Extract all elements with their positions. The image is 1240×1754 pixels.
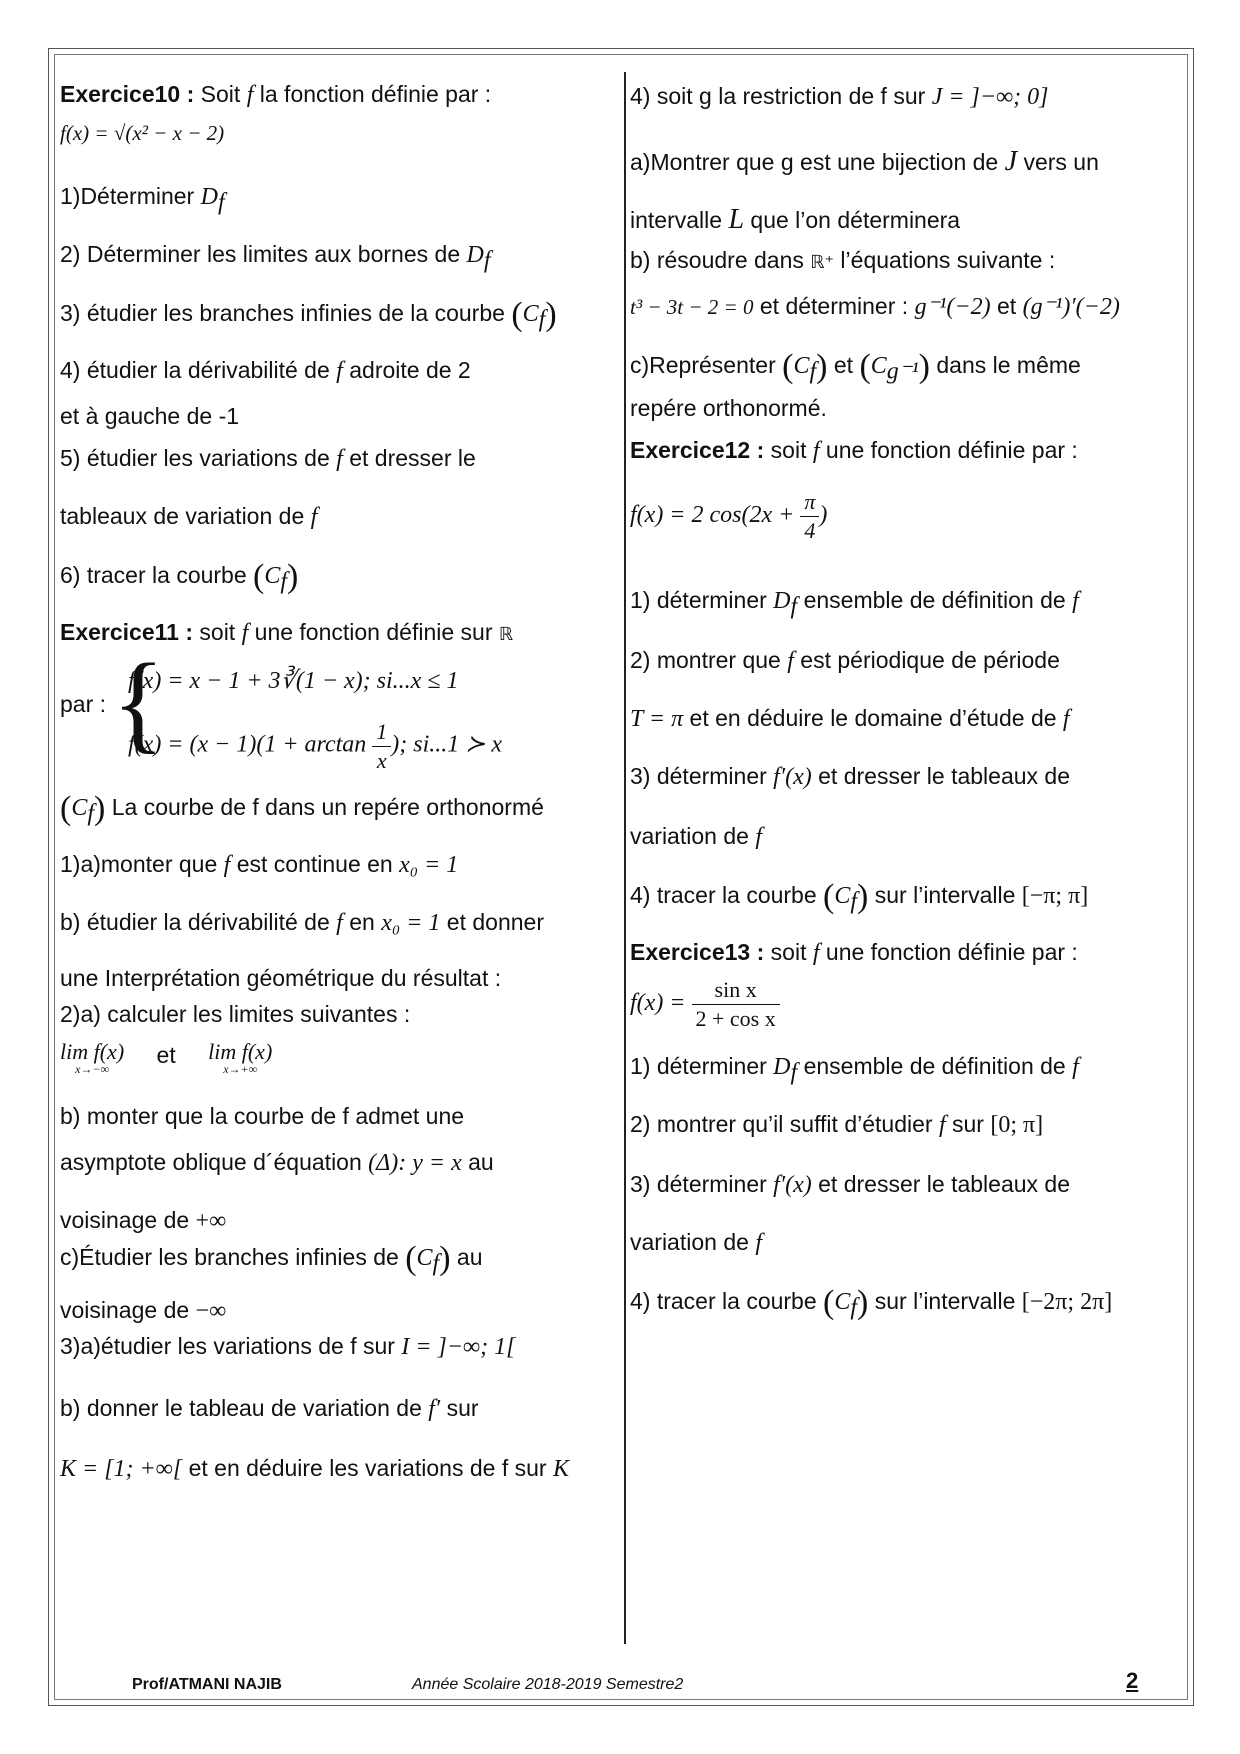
piece-1: f(x) = x − 1 + 3∛(1 − x); si...x ≤ 1 bbox=[128, 668, 459, 694]
subscript: f bbox=[432, 1250, 440, 1277]
paren: ) bbox=[918, 348, 930, 385]
symbol-Cf: C bbox=[793, 353, 810, 379]
ex13-q3-cont bbox=[630, 1228, 762, 1258]
paren: ) bbox=[287, 558, 299, 595]
symbol-Cf: C bbox=[522, 301, 539, 327]
ex12-q2-cont bbox=[630, 704, 1070, 734]
symbol-f: f bbox=[1072, 1054, 1079, 1080]
paren: ( bbox=[60, 790, 72, 827]
text: et en déduire le domaine d’étude de bbox=[683, 705, 1063, 731]
g-inverse-derivative: (g⁻¹)′(−2) bbox=[1022, 294, 1120, 320]
text: est continue en bbox=[230, 851, 400, 877]
symbol-f: f bbox=[787, 648, 794, 674]
symbol-R: ℝ bbox=[498, 624, 514, 644]
subscript: g⁻¹ bbox=[886, 358, 919, 385]
footer-page-number: 2 bbox=[1126, 1668, 1139, 1693]
ex12-q3 bbox=[630, 762, 1070, 792]
symbol-f: f bbox=[755, 824, 762, 850]
symbol-f: f bbox=[755, 1230, 762, 1256]
derivative: f′(x) bbox=[773, 764, 812, 790]
paren: ( bbox=[823, 878, 835, 915]
text: b) donner le tableau de variation de bbox=[60, 1395, 429, 1421]
text: 1)Déterminer bbox=[60, 183, 201, 209]
text: dans le même bbox=[929, 352, 1081, 378]
paren: ) bbox=[439, 1240, 451, 1277]
text: 3) déterminer bbox=[630, 1171, 774, 1197]
ex11-q3b-cont bbox=[60, 1454, 569, 1484]
text: au bbox=[450, 1244, 483, 1270]
asymptote-eq: (Δ): y = x bbox=[368, 1150, 462, 1176]
limit-minus-inf bbox=[60, 1038, 124, 1077]
symbol-Cg: C bbox=[870, 353, 887, 379]
text: La courbe de f dans un repére orthonormé bbox=[105, 794, 544, 820]
text: ensemble de définition de bbox=[797, 587, 1073, 613]
ex13-heading bbox=[630, 938, 1078, 968]
symbol-f: f bbox=[336, 446, 343, 472]
text: 2) montrer qu’il suffit d’étudier bbox=[630, 1111, 939, 1137]
subscript: f bbox=[87, 800, 95, 827]
ex13-q1 bbox=[630, 1052, 1079, 1088]
symbol-Df: D bbox=[466, 242, 484, 268]
subscript: f bbox=[217, 189, 225, 216]
text: 3) étudier les branches infinies de la courbe bbox=[60, 300, 512, 326]
ex11-q2c-cont bbox=[60, 1296, 226, 1326]
text: c)Représenter bbox=[630, 352, 783, 378]
interval: [0; π] bbox=[990, 1112, 1044, 1138]
ex11-q4c-cont: repére orthonormé. bbox=[630, 395, 827, 421]
text: sur bbox=[945, 1111, 991, 1137]
symbol-Cf: C bbox=[834, 883, 851, 909]
numerator: sin x bbox=[692, 976, 780, 1005]
paren: ( bbox=[253, 558, 265, 595]
text: c)Étudier les branches infinies de bbox=[60, 1244, 406, 1270]
symbol-f: f bbox=[310, 504, 318, 530]
text: a)Montrer que g est une bijection de bbox=[630, 149, 1005, 175]
ex10-q3 bbox=[60, 294, 557, 337]
ex10-title: Exercice10 : bbox=[60, 81, 195, 107]
symbol-f: f bbox=[812, 438, 820, 464]
x0-value: x₀ = 1 bbox=[399, 852, 459, 878]
formula-text: ) bbox=[819, 502, 828, 529]
ex13-q4 bbox=[630, 1282, 1112, 1325]
subscript: f bbox=[790, 593, 798, 620]
ex10-q5-cont bbox=[60, 502, 317, 532]
denominator: x bbox=[376, 747, 387, 773]
text: ); si...1 ≻ x bbox=[391, 731, 503, 758]
ex12-q2 bbox=[630, 646, 1060, 676]
ex13-q2 bbox=[630, 1110, 1043, 1140]
x0-value: x₀ = 1 bbox=[381, 910, 441, 936]
limit-sub: x→+∞ bbox=[223, 1061, 258, 1076]
text: 4) tracer la courbe bbox=[630, 1288, 824, 1314]
subscript: f bbox=[850, 888, 858, 915]
text: f(x) = (x − 1)(1 + arctan bbox=[128, 731, 373, 758]
text: asymptote oblique d´équation bbox=[60, 1149, 369, 1175]
text: b) étudier la dérivabilité de bbox=[60, 909, 337, 935]
ex12-q1 bbox=[630, 586, 1079, 622]
text: 1) déterminer bbox=[630, 1053, 774, 1079]
fraction bbox=[372, 718, 391, 774]
text: et déterminer : bbox=[753, 293, 915, 319]
symbol-f-prime: f′ bbox=[428, 1396, 441, 1422]
text: adroite de 2 bbox=[342, 357, 471, 383]
text: et bbox=[827, 352, 860, 378]
paren: ) bbox=[857, 1284, 869, 1321]
text: et bbox=[990, 293, 1023, 319]
text: est périodique de période bbox=[793, 647, 1060, 673]
text: 2) Déterminer les limites aux bornes de bbox=[60, 241, 467, 267]
ex11-title: Exercice11 : bbox=[60, 619, 194, 645]
text: soit bbox=[764, 939, 813, 965]
symbol-Cf: C bbox=[264, 563, 281, 589]
text: une fonction définie par : bbox=[819, 437, 1078, 463]
text: la fonction définie par : bbox=[253, 81, 492, 107]
text: 4) étudier la dérivabilité de bbox=[60, 357, 337, 383]
piece-2 bbox=[128, 718, 502, 774]
text: une fonction définie sur bbox=[248, 619, 499, 645]
ex10-q6 bbox=[60, 556, 298, 599]
symbol-f: f bbox=[336, 358, 343, 384]
text: en bbox=[342, 909, 382, 935]
interval: [−π; π] bbox=[1021, 883, 1089, 909]
text: par : bbox=[60, 691, 107, 717]
ex11-q2b-eq-line bbox=[60, 1148, 494, 1178]
text: 3)a)étudier les variations de f sur bbox=[60, 1333, 402, 1359]
text: intervalle bbox=[630, 207, 729, 233]
ex11-q4 bbox=[630, 82, 1049, 112]
text: vers un bbox=[1017, 149, 1099, 175]
ex11-q4a-cont bbox=[630, 202, 960, 237]
limit-sub: x→−∞ bbox=[75, 1061, 110, 1076]
subscript: f bbox=[483, 247, 491, 274]
brace: { bbox=[112, 641, 165, 763]
ex12-formula bbox=[630, 488, 827, 544]
symbol-f: f bbox=[812, 940, 820, 966]
footer-year: Année Scolaire 2018-2019 Semestre2 bbox=[412, 1676, 684, 1693]
subscript: f bbox=[850, 1294, 858, 1321]
ex10-formula: f(x) = √(x² − x − 2) bbox=[60, 121, 225, 145]
text: 2) montrer que bbox=[630, 647, 788, 673]
text: et dresser le tableaux de bbox=[811, 1171, 1071, 1197]
subscript: f bbox=[280, 568, 288, 595]
ex11-q2c bbox=[60, 1238, 483, 1281]
ex10-q4 bbox=[60, 356, 471, 386]
text: et en déduire les variations de f sur bbox=[182, 1455, 553, 1481]
symbol-K: K bbox=[552, 1456, 569, 1482]
ex11-q3a bbox=[60, 1332, 516, 1362]
ex11-q4b bbox=[630, 246, 1055, 275]
symbol-f: f bbox=[1062, 706, 1070, 732]
ex13-title: Exercice13 : bbox=[630, 939, 765, 965]
ex10-q1 bbox=[60, 182, 225, 218]
ex12-heading bbox=[630, 436, 1078, 466]
symbol-f: f bbox=[938, 1112, 946, 1138]
subscript: f bbox=[538, 306, 546, 333]
footer-author: Prof/ATMANI NAJIB bbox=[132, 1676, 282, 1693]
paren: ( bbox=[405, 1240, 417, 1277]
minus-inf: −∞ bbox=[195, 1298, 227, 1324]
text: 4) soit g la restriction de f sur bbox=[630, 83, 932, 109]
symbol-f: f bbox=[241, 620, 249, 646]
text: l’équations suivante : bbox=[834, 247, 1056, 273]
derivative: f′(x) bbox=[773, 1172, 812, 1198]
ex11-limits bbox=[60, 1038, 272, 1077]
paren: ( bbox=[511, 296, 523, 333]
period-value: T = π bbox=[630, 706, 684, 732]
symbol-Cf: C bbox=[71, 795, 88, 821]
ex10-q4-cont: et à gauche de -1 bbox=[60, 403, 240, 429]
ex11-q3b bbox=[60, 1394, 479, 1424]
text: tableaux de variation de bbox=[60, 503, 311, 529]
symbol-f: f bbox=[223, 852, 231, 878]
denominator: 4 bbox=[804, 517, 816, 543]
text: 5) étudier les variations de bbox=[60, 445, 337, 471]
ex12-title: Exercice12 : bbox=[630, 437, 765, 463]
numerator: 1 bbox=[372, 718, 391, 747]
paren: ) bbox=[94, 790, 106, 827]
text: variation de bbox=[630, 1229, 756, 1255]
symbol-Cf: C bbox=[416, 1245, 433, 1271]
ex11-q2b: b) monter que la courbe de f admet une bbox=[60, 1103, 465, 1129]
limit-expr: lim f(x) bbox=[60, 1039, 125, 1064]
text: soit bbox=[764, 437, 813, 463]
text: une fonction définie par : bbox=[819, 939, 1078, 965]
text: 1) déterminer bbox=[630, 587, 774, 613]
ex10-q5 bbox=[60, 444, 476, 474]
subscript: f bbox=[790, 1059, 798, 1086]
plus-inf: +∞ bbox=[195, 1208, 227, 1234]
paren: ) bbox=[545, 296, 557, 333]
ex12-q3-cont bbox=[630, 822, 762, 852]
symbol-Df: D bbox=[773, 588, 791, 614]
text: 1)a)monter que bbox=[60, 851, 224, 877]
text: soit bbox=[193, 619, 242, 645]
formula-text: f(x) = bbox=[630, 990, 692, 1017]
symbol-Df: D bbox=[773, 1054, 791, 1080]
symbol-f: f bbox=[246, 82, 254, 108]
text: Soit bbox=[194, 81, 247, 107]
text: et bbox=[156, 1042, 176, 1069]
g-inverse-value: g⁻¹(−2) bbox=[914, 294, 991, 320]
symbol-J: J bbox=[1004, 146, 1018, 177]
symbol-f: f bbox=[1072, 588, 1079, 614]
ex11-q4b-eq bbox=[630, 292, 1120, 322]
text: 4) tracer la courbe bbox=[630, 882, 824, 908]
text: et dresser le bbox=[342, 445, 476, 471]
ex10-q2 bbox=[60, 240, 491, 276]
text: et dresser le tableaux de bbox=[811, 763, 1071, 789]
ex11-q1a bbox=[60, 850, 458, 880]
paren: ) bbox=[816, 348, 828, 385]
ex12-q4 bbox=[630, 876, 1088, 919]
text: voisinage de bbox=[60, 1297, 196, 1323]
text: et donner bbox=[440, 909, 545, 935]
symbol-Df: D bbox=[200, 184, 218, 210]
paren: ( bbox=[823, 1284, 835, 1321]
ex11-piecewise bbox=[60, 641, 620, 773]
ex11-q2a: 2)a) calculer les limites suivantes : bbox=[60, 1001, 411, 1027]
subscript: f bbox=[809, 358, 817, 385]
denominator: 2 + cos x bbox=[695, 1005, 776, 1031]
paren: ( bbox=[859, 348, 871, 385]
symbol-Cf: C bbox=[834, 1289, 851, 1315]
cubic-equation: t³ − 3t − 2 = 0 bbox=[630, 295, 754, 319]
limit-expr: lim f(x) bbox=[208, 1039, 273, 1064]
symbol-L: L bbox=[728, 204, 745, 235]
ex11-q1b-cont: une Interprétation géométrique du résultat : bbox=[60, 965, 502, 991]
text: 6) tracer la courbe bbox=[60, 562, 254, 588]
paren: ) bbox=[857, 878, 869, 915]
text: sur l’intervalle bbox=[868, 882, 1022, 908]
ex11-curve-desc bbox=[60, 788, 544, 831]
numerator: π bbox=[800, 488, 819, 517]
column-divider bbox=[624, 72, 626, 1644]
text: b) résoudre dans bbox=[630, 247, 811, 273]
text: sur bbox=[440, 1395, 479, 1421]
ex11-q2b-cont bbox=[60, 1206, 226, 1236]
interval-K: K = [1; +∞[ bbox=[60, 1456, 183, 1482]
ex11-q4a bbox=[630, 144, 1099, 179]
interval: [−2π; 2π] bbox=[1021, 1289, 1113, 1315]
symbol-f: f bbox=[336, 910, 343, 936]
fraction bbox=[692, 976, 780, 1032]
symbol-R-plus: ℝ⁺ bbox=[810, 252, 835, 272]
text: sur l’intervalle bbox=[868, 1288, 1022, 1314]
text: que l’on déterminera bbox=[744, 207, 961, 233]
limit-plus-inf bbox=[208, 1038, 272, 1077]
interval-J: J = ]−∞; 0] bbox=[931, 84, 1049, 110]
ex10-heading bbox=[60, 80, 491, 110]
ex11-q1b bbox=[60, 908, 544, 938]
formula-text: f(x) = 2 cos(2x + bbox=[630, 502, 801, 529]
paren: ( bbox=[782, 348, 794, 385]
interval-I: I = ]−∞; 1[ bbox=[401, 1334, 516, 1360]
ex13-q3 bbox=[630, 1170, 1070, 1200]
text: voisinage de bbox=[60, 1207, 196, 1233]
text: 3) déterminer bbox=[630, 763, 774, 789]
text: variation de bbox=[630, 823, 756, 849]
text: au bbox=[461, 1149, 494, 1175]
fraction bbox=[800, 488, 819, 544]
ex11-q4c bbox=[630, 346, 1081, 389]
text: ensemble de définition de bbox=[797, 1053, 1073, 1079]
ex13-formula bbox=[630, 976, 780, 1032]
